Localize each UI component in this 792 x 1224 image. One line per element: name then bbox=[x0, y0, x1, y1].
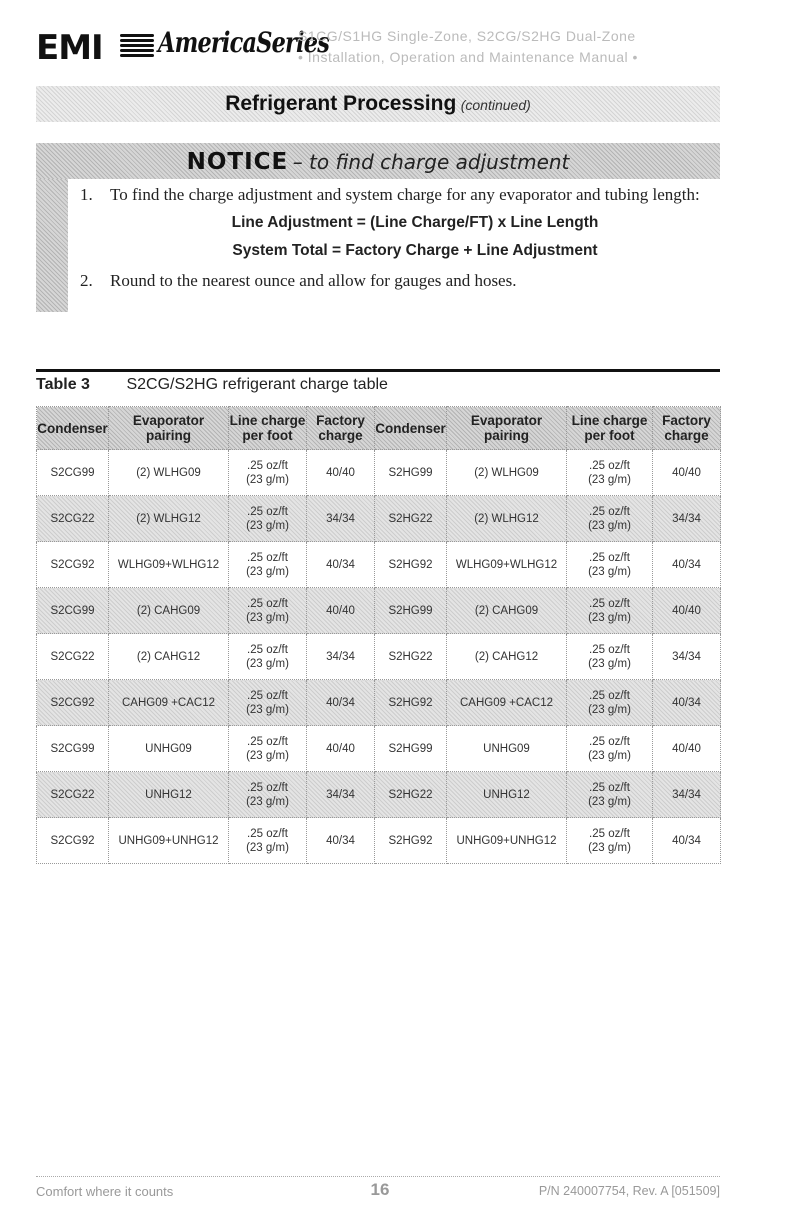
table-caption-text: S2CG/S2HG refrigerant charge table bbox=[126, 376, 388, 393]
notice-side-bar bbox=[36, 179, 68, 312]
table-row bbox=[37, 496, 721, 542]
condenser-cell: S2CG92 bbox=[37, 542, 109, 588]
document-subtitle: • Installation, Operation and Maintenance Manual • bbox=[298, 49, 638, 65]
evaporator-cell: (2) CAHG09 bbox=[109, 588, 229, 634]
section-title: Refrigerant Processing bbox=[225, 92, 457, 115]
line-charge-cell: .25 oz/ft (23 g/m) bbox=[229, 726, 307, 772]
factory-charge-cell: 40/40 bbox=[653, 726, 721, 772]
line-charge-cell: .25 oz/ft (23 g/m) bbox=[567, 818, 653, 864]
table-label: Table 3 bbox=[36, 376, 90, 393]
notice-heading: NOTICE bbox=[186, 149, 289, 175]
factory-charge-cell: 34/34 bbox=[307, 496, 375, 542]
condenser-cell: S2HG22 bbox=[375, 634, 447, 680]
header-factory-charge: Factory charge bbox=[653, 407, 721, 450]
section-continued: (continued) bbox=[460, 97, 531, 113]
refrigerant-charge-table bbox=[36, 406, 721, 864]
line-charge-cell: .25 oz/ft (23 g/m) bbox=[567, 542, 653, 588]
evaporator-cell: UNHG12 bbox=[447, 772, 567, 818]
line-charge-cell: .25 oz/ft (23 g/m) bbox=[229, 634, 307, 680]
evaporator-cell: (2) WLHG12 bbox=[109, 496, 229, 542]
evaporator-cell: UNHG12 bbox=[109, 772, 229, 818]
notice-item-1-number: 1. bbox=[80, 185, 93, 204]
formula-line-adjustment: Line Adjustment = (Line Charge/FT) x Line Length bbox=[231, 214, 599, 231]
line-charge-cell: .25 oz/ft (23 g/m) bbox=[567, 450, 653, 496]
evaporator-cell: (2) CAHG12 bbox=[109, 634, 229, 680]
line-charge-cell: .25 oz/ft (23 g/m) bbox=[567, 588, 653, 634]
factory-charge-cell: 40/34 bbox=[307, 542, 375, 588]
notice-item-2-text: Round to the nearest ounce and allow for gauges and hoses. bbox=[110, 271, 517, 290]
notice-title bbox=[36, 143, 720, 179]
line-charge-cell: .25 oz/ft (23 g/m) bbox=[229, 772, 307, 818]
evaporator-cell: UNHG09 bbox=[109, 726, 229, 772]
document-title: S1CG/S1HG Single-Zone, S2CG/S2HG Dual-Zone bbox=[298, 28, 636, 44]
factory-charge-cell: 40/40 bbox=[307, 588, 375, 634]
condenser-cell: S2HG92 bbox=[375, 680, 447, 726]
table-row bbox=[37, 542, 721, 588]
notice-item-1-text: To find the charge adjustment and system charge for any evaporator and tubing length: bbox=[110, 185, 700, 204]
evaporator-cell: UNHG09 bbox=[447, 726, 567, 772]
header-evaporator-pairing: Evaporator pairing bbox=[447, 407, 567, 450]
evaporator-cell: CAHG09 +CAC12 bbox=[109, 680, 229, 726]
line-charge-cell: .25 oz/ft (23 g/m) bbox=[229, 542, 307, 588]
condenser-cell: S2CG99 bbox=[37, 450, 109, 496]
factory-charge-cell: 34/34 bbox=[653, 496, 721, 542]
footer-tagline: Comfort where it counts bbox=[36, 1184, 174, 1199]
footer-rule bbox=[36, 1176, 720, 1177]
table-row bbox=[37, 680, 721, 726]
section-banner bbox=[36, 86, 720, 122]
line-charge-cell: .25 oz/ft (23 g/m) bbox=[567, 634, 653, 680]
header-factory-charge: Factory charge bbox=[307, 407, 375, 450]
factory-charge-cell: 34/34 bbox=[653, 772, 721, 818]
evaporator-cell: (2) CAHG09 bbox=[447, 588, 567, 634]
factory-charge-cell: 40/34 bbox=[307, 680, 375, 726]
table-row bbox=[37, 772, 721, 818]
series-logo: AmericaSeries bbox=[158, 26, 329, 59]
table-row bbox=[37, 818, 721, 864]
formula-system-total: System Total = Factory Charge + Line Adjustment bbox=[232, 242, 598, 259]
condenser-cell: S2HG22 bbox=[375, 772, 447, 818]
evaporator-cell: WLHG09+WLHG12 bbox=[447, 542, 567, 588]
line-charge-cell: .25 oz/ft (23 g/m) bbox=[229, 496, 307, 542]
table-row bbox=[37, 450, 721, 496]
condenser-cell: S2CG22 bbox=[37, 772, 109, 818]
factory-charge-cell: 40/40 bbox=[653, 588, 721, 634]
evaporator-cell: CAHG09 +CAC12 bbox=[447, 680, 567, 726]
factory-charge-cell: 40/34 bbox=[307, 818, 375, 864]
evaporator-cell: UNHG09+UNHG12 bbox=[447, 818, 567, 864]
part-number: P/N 240007754, Rev. A [051509] bbox=[538, 1184, 720, 1198]
condenser-cell: S2HG99 bbox=[375, 726, 447, 772]
notice-item-2 bbox=[80, 270, 720, 292]
line-charge-cell: .25 oz/ft (23 g/m) bbox=[567, 772, 653, 818]
table-header-row bbox=[37, 407, 721, 450]
factory-charge-cell: 40/40 bbox=[307, 726, 375, 772]
evaporator-cell: (2) WLHG09 bbox=[447, 450, 567, 496]
factory-charge-cell: 40/40 bbox=[307, 450, 375, 496]
header-condenser: Condenser bbox=[375, 407, 447, 450]
factory-charge-cell: 40/34 bbox=[653, 542, 721, 588]
brand-stripes-icon bbox=[120, 34, 154, 60]
condenser-cell: S2CG99 bbox=[37, 726, 109, 772]
condenser-cell: S2HG99 bbox=[375, 450, 447, 496]
table-row bbox=[37, 726, 721, 772]
brand-logo: EMI bbox=[36, 28, 103, 68]
notice-subheading: – to find charge adjustment bbox=[292, 150, 570, 174]
condenser-cell: S2CG22 bbox=[37, 496, 109, 542]
notice-list bbox=[80, 184, 720, 292]
factory-charge-cell: 34/34 bbox=[653, 634, 721, 680]
table-caption bbox=[36, 374, 720, 396]
notice-item-2-number: 2. bbox=[80, 271, 93, 290]
line-charge-cell: .25 oz/ft (23 g/m) bbox=[567, 496, 653, 542]
factory-charge-cell: 40/40 bbox=[653, 450, 721, 496]
table-caption-rule bbox=[36, 369, 720, 372]
evaporator-cell: WLHG09+WLHG12 bbox=[109, 542, 229, 588]
evaporator-cell: (2) WLHG12 bbox=[447, 496, 567, 542]
line-charge-cell: .25 oz/ft (23 g/m) bbox=[567, 680, 653, 726]
line-charge-cell: .25 oz/ft (23 g/m) bbox=[229, 450, 307, 496]
factory-charge-cell: 34/34 bbox=[307, 634, 375, 680]
header-line-charge: Line charge per foot bbox=[229, 407, 307, 450]
condenser-cell: S2CG92 bbox=[37, 680, 109, 726]
header-condenser: Condenser bbox=[37, 407, 109, 450]
factory-charge-cell: 34/34 bbox=[307, 772, 375, 818]
line-charge-cell: .25 oz/ft (23 g/m) bbox=[229, 818, 307, 864]
condenser-cell: S2HG92 bbox=[375, 542, 447, 588]
line-charge-cell: .25 oz/ft (23 g/m) bbox=[229, 680, 307, 726]
condenser-cell: S2CG99 bbox=[37, 588, 109, 634]
page-number: 16 bbox=[370, 1180, 390, 1199]
table-row bbox=[37, 634, 721, 680]
page-header bbox=[36, 22, 756, 72]
notice-item-1 bbox=[80, 184, 720, 206]
table-row bbox=[37, 588, 721, 634]
condenser-cell: S2HG22 bbox=[375, 496, 447, 542]
header-line-charge: Line charge per foot bbox=[567, 407, 653, 450]
condenser-cell: S2CG22 bbox=[37, 634, 109, 680]
header-evaporator-pairing: Evaporator pairing bbox=[109, 407, 229, 450]
condenser-cell: S2HG92 bbox=[375, 818, 447, 864]
factory-charge-cell: 40/34 bbox=[653, 680, 721, 726]
line-charge-cell: .25 oz/ft (23 g/m) bbox=[229, 588, 307, 634]
factory-charge-cell: 40/34 bbox=[653, 818, 721, 864]
condenser-cell: S2CG92 bbox=[37, 818, 109, 864]
condenser-cell: S2HG99 bbox=[375, 588, 447, 634]
evaporator-cell: (2) CAHG12 bbox=[447, 634, 567, 680]
line-charge-cell: .25 oz/ft (23 g/m) bbox=[567, 726, 653, 772]
evaporator-cell: UNHG09+UNHG12 bbox=[109, 818, 229, 864]
evaporator-cell: (2) WLHG09 bbox=[109, 450, 229, 496]
